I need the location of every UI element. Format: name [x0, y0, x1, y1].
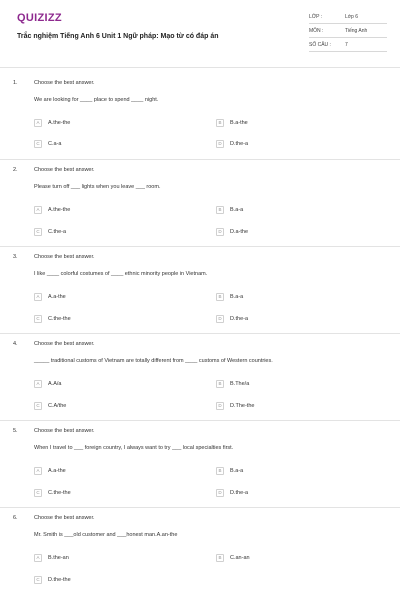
question-text: Please turn off ___ lights when you leave ___ room. [34, 184, 161, 190]
option-c[interactable] [34, 488, 71, 497]
option-a[interactable] [34, 466, 66, 475]
option-key-box: B [216, 206, 224, 214]
option-d[interactable] [216, 314, 248, 323]
option-key-box: C [34, 489, 42, 497]
question-text: I like ____ colorful costumes of ____ ethnic minority people in Vietnam. [34, 271, 208, 277]
option-text: A.a-the [48, 293, 66, 300]
option-text: C.the-the [48, 489, 71, 496]
option-key-box: B [216, 467, 224, 475]
question-text: _____ traditional customs of Vietnam are totally different from ____ customs of Western countries. [34, 358, 273, 364]
option-key-box: A [34, 554, 42, 562]
option-text: B.a-a [230, 206, 244, 213]
meta-label: MÔN : [309, 27, 324, 34]
quizizz-logo: QUIZIZZ [17, 12, 62, 24]
option-key-box: C [34, 228, 42, 236]
option-d[interactable] [216, 401, 254, 410]
question-prompt: Choose the best answer. [34, 167, 95, 173]
option-b[interactable] [216, 292, 243, 301]
option-a[interactable] [34, 553, 69, 562]
option-key-box: D [216, 315, 224, 323]
question-prompt: Choose the best answer. [34, 341, 95, 347]
page-title: Trắc nghiệm Tiếng Anh 6 Unit 1 Ngữ pháp: Mạo từ có đáp án [17, 33, 219, 40]
question-number: 3. [13, 254, 18, 260]
option-c[interactable] [34, 401, 66, 410]
meta-row-subject [309, 24, 387, 38]
option-text: A.the-the [48, 119, 71, 126]
option-d[interactable] [216, 139, 248, 148]
option-text: D.a-the [230, 228, 249, 235]
option-d[interactable] [216, 227, 248, 236]
question-text: We are looking for ____ place to spend ____ night. [34, 97, 159, 103]
option-text: A.the-the [48, 206, 71, 213]
divider [0, 67, 400, 68]
option-text: B.The/a [230, 380, 250, 387]
option-text: B.a-the [230, 119, 248, 126]
option-text: C.the-a [48, 228, 67, 235]
option-b[interactable] [216, 553, 250, 562]
option-text: A.a-the [48, 467, 66, 474]
option-key-box: A [34, 380, 42, 388]
option-key-box: D [216, 140, 224, 148]
question-text: Mr. Smith is ___old customer and ___honest man.A.an-the [34, 532, 178, 538]
option-text: D.the-the [48, 576, 71, 583]
option-a[interactable] [34, 205, 70, 214]
meta-label: SỐ CÂU : [309, 41, 331, 48]
option-text: C.a-a [48, 140, 62, 147]
worksheet-header [0, 0, 400, 64]
option-key-box: B [216, 293, 224, 301]
meta-value: Tiếng Anh [345, 27, 368, 34]
option-text: D.The-the [230, 402, 255, 409]
option-key-box: A [34, 119, 42, 127]
option-b[interactable] [216, 118, 248, 127]
question-number: 6. [13, 515, 18, 521]
option-text: D.the-a [230, 315, 249, 322]
question-prompt: Choose the best answer. [34, 80, 95, 86]
option-key-box: D [216, 489, 224, 497]
question-number: 1. [13, 80, 18, 86]
meta-row-grade [309, 10, 387, 24]
meta-label: LỚP : [309, 13, 323, 20]
question-number: 2. [13, 167, 18, 173]
meta-value: Lớp 6 [345, 13, 359, 20]
meta-value: 7 [345, 41, 348, 48]
option-c[interactable] [34, 139, 61, 148]
question-prompt: Choose the best answer. [34, 428, 95, 434]
option-key-box: C [34, 315, 42, 323]
option-text: C.the-the [48, 315, 71, 322]
question-text: When I travel to ___ foreign country, I always want to try ___ local specialties first. [34, 445, 234, 451]
option-a[interactable] [34, 379, 61, 388]
divider [0, 159, 400, 160]
option-a[interactable] [34, 118, 70, 127]
option-key-box: C [34, 576, 42, 584]
option-key-box: A [34, 467, 42, 475]
divider [0, 507, 400, 508]
divider [0, 333, 400, 334]
option-key-box: D [216, 228, 224, 236]
option-c[interactable] [34, 314, 71, 323]
option-text: D.the-a [230, 140, 249, 147]
divider [0, 420, 400, 421]
option-c[interactable] [34, 227, 66, 236]
meta-panel [309, 10, 387, 52]
option-d[interactable] [216, 488, 248, 497]
option-key-box: B [216, 119, 224, 127]
question-number: 5. [13, 428, 18, 434]
option-text: C.A/the [48, 402, 67, 409]
option-text: B.the-an [48, 554, 69, 561]
option-text: D.the-a [230, 489, 249, 496]
meta-row-count [309, 38, 387, 52]
option-text: B.a-a [230, 293, 244, 300]
option-key-box: B [216, 380, 224, 388]
question-prompt: Choose the best answer. [34, 515, 95, 521]
option-b[interactable] [216, 205, 243, 214]
option-text: A.A/a [48, 380, 62, 387]
option-key-box: D [216, 402, 224, 410]
option-key-box: B [216, 554, 224, 562]
option-text: B.a-a [230, 467, 244, 474]
divider [0, 246, 400, 247]
option-key-box: A [34, 206, 42, 214]
option-a[interactable] [34, 292, 66, 301]
option-key-box: C [34, 402, 42, 410]
option-text: C.an-an [230, 554, 250, 561]
option-b[interactable] [216, 466, 243, 475]
question-number: 4. [13, 341, 18, 347]
option-b[interactable] [216, 379, 249, 388]
option-c[interactable] [34, 575, 71, 584]
option-key-box: C [34, 140, 42, 148]
question-prompt: Choose the best answer. [34, 254, 95, 260]
option-key-box: A [34, 293, 42, 301]
